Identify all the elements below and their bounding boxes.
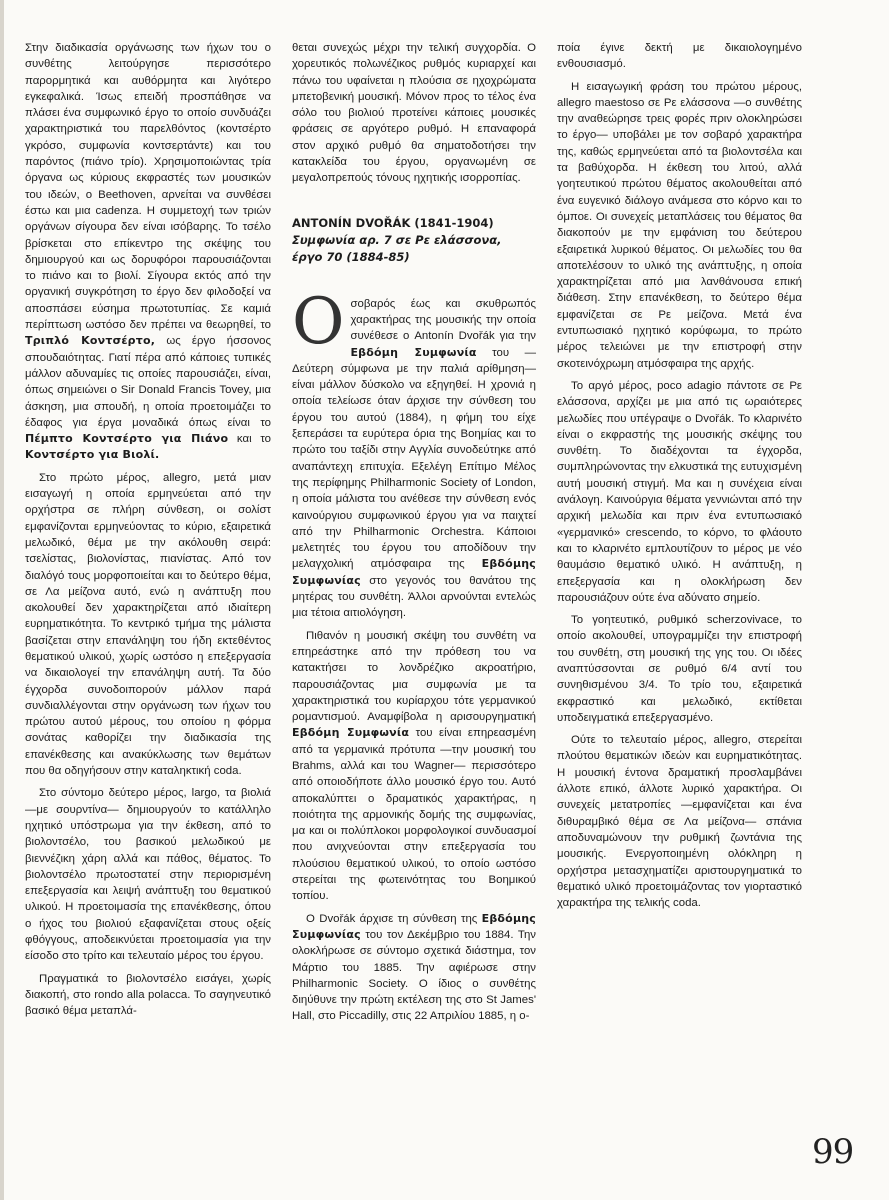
bold-term: Εβδόμης Συμφωνίας — [292, 557, 536, 587]
text-column-1 — [25, 40, 271, 1026]
paragraph: Στο πρώτο μέρος, allegro, μετά μιαν εισαγωγή η οποία ερμηνεύεται από την ορχήστρα σε πλήρη σύνθεση, οι σολίστ εμφανίζονται ερμηνεύοντας το κύριο, εξαιρετικά μελωδικό, θέμα με την ακόλουθη σειρά: τσελίστας, βιολονίστας, πιανίστας. Από τον διαλόγό τους μορφοποιείται και το δεύτερο θέμα, σε Λα μείζονα αυτό, ενώ η ανάπτυξη που ακολουθεί δεν χαρακτηρίζεται από ιδιαίτερη ευρηματικότητα. Το κεντρικό τμήμα της μάλιστα βασίζεται στην επανάληψη του ήδη εκτεθέντος θεματικού υλικού, χωρίς ωστόσο η επεξεργασία να δικαιολογεί την επανάληψη αυτή. Τα δύο έγχορδα συνοδοιπορούν μάλλον παρά συνδιαλλέγονται στην οργάνωση των ήχων του πρώτου αυτού μέρους, του οποίου η φόρμα σονάτας καθορίζει την διαδικασία της επανέκθεσης και ανακύκλωσης των θεμάτων που θα οδηγήσουν στην καταληκτική coda. — [25, 471, 271, 778]
drop-cap: Ο — [292, 284, 345, 359]
section-heading — [292, 215, 536, 266]
paragraph: Πιθανόν η μουσική σκέψη του συνθέτη να επηρεάστηκε από την πρόθεση του να κατακτήσει το λονδρέζικο ακροατήριο, παρουσιάζοντας μια συμφωνία με τα χαρακτηριστικά του κυρίαρχου τότε γερμανικού ρομαντισμού. Αναμφίβολα η αρισουργηματική Εβδόμη Συμφωνία του είναι επηρεασμένη από τα γερμανικά πρότυπα —την μουσική του Brahms, αλλά και του Wagner— περισσότερο από οποιοδήποτε άλλο μουσικό έργο του. Αυτό αποκαλύπτει ο δραματικός χαρακτήρας, η ποιότητα της αρμονικής δομής της συμφωνίας, μα και οι πολύπλοκοι μορφολογικοί συνδυασμοί που ανιχνεύονται στην επεξεργασία του πλούσιου θεματικού υλικού, το οποίο ωστόσο στερείται της φωτεινότητας του Βοημικού τοπίου. — [292, 629, 537, 903]
paragraph: Πραγματικά το βιολοντσέλο εισάγει, χωρίς διακοπή, στο rondo alla polacca. Το σαγηνευτικό βασικό θέμα μεταπλά- — [25, 972, 271, 1018]
paragraph: Στην διαδικασία οργάνωσης των ήχων του ο συνθέτης λειτούργησε περισσότερο παρορμητικά και αυθόρμητα και λιγότερο εγκεφαλικά. Ίσως επειδή προσπάθησε να πλάσει ένα συμφωνικό έργο το οποίο συνδυάζει χαρακτηριστικά του παρελθόντος (κοντσέρτο γκρόσο, συμφωνία κοντσερτάντε) και του παρόντος (πιάνο τρίο). Χρησιμοποιώντας τρία όργανα ως κύριους εκφραστές των μουσικών του ιδεών, ο Beethoven, αρνείται να συνθέσει έστω και μια cadenza. Η συμμετοχή των τριών οργάνων σίγουρα δεν είναι ισόβαρης. Το τσέλο βρίσκεται στο επίκεντρο της σκέψης του δημιουργού και ως δορυφόροι παρουσιάζονται το πιάνο και το βιολί. Σίγουρα εκτός από την οργανική συγκρότηση το έργο δεν φιλοδοξεί να αποσπάσει εύσημα πρωτοτυπίας. Σε καμιά περίπτωση ωστόσο δεν πρέπει να θεωρηθεί, το Τριπλό Κοντσέρτο, ως έργο ήσσονος σπουδαιότητας. Γιατί πέρα από κάποιες τυπικές μάλλον αδυναμίες τις οποίες παρουσιάζει, είναι, όπως σημειώνει ο Sir Donald Francis Tovey, μια άσκηση, μια σπουδή, η οποία προετοιμάζει το έδαφος για έργα μοναδικά όπως είναι το Πέμπτο Κοντσέρτο για Πιάνο και το Κοντσέρτο για Βιολί. — [25, 42, 271, 462]
bold-term: Πέμπτο Κοντσέρτο για Πιάνο — [25, 432, 229, 446]
paragraph: Το αργό μέρος, poco adagio πάντοτε σε Ρε ελάσσονα, αρχίζει με μια από τις ωραιότερες μελωδίες που υπέγραψε ο Dvořák. Το κλαρινέτο είναι ο εκφραστής της μουσικής σκέψης του συνθέτη. Το διαδέχονται τα έγχορδα, συμπληρώνοντας την ελκυστικά της ευτυχισμένη αυτή μουσική στιγμή. Μα και η συνέχεια είναι ανάλογη. Καινούργια θέματα γεννιώνται από την αρχική μελωδία και πριν ένα εντυπωσιακό «γερμανικό» crescendo, το κόρνο, το φλάουτο και το κλαρινέτο εμπλουτίζουν το μέρος με νέο θαυμάσιο θεματικό υλικό. Η ανάπτυξη, η επεξεργασία και η ολοκλήρωση δεν παρουσιάζουν ούτε ένα αδύνατο σημείο. — [557, 379, 802, 604]
text-column-3 — [557, 40, 802, 917]
work-catalog: έργο 70 (1884-85) — [292, 249, 410, 264]
page-number: 99 — [812, 1132, 854, 1172]
composer-heading: ANTONÍN DVOŘÁK (1841-1904) — [292, 215, 494, 230]
bold-term: Εβδόμη Συμφωνία — [350, 345, 477, 359]
paragraph: Το γοητευτικό, ρυθμικό scherzovivace, το οποίο ακολουθεί, υπογραμμίζει την επιστροφή του συνθέτη, στη μουσική της γης του. Οι ιδέες αναπτύσσονται σε ρυθμό 6/4 αντί του συνηθισμένου 3/4. Το τρίο του, εξαιρετικά εκφραστικό και μελωδικό, εκτίθεται υποδειγματικά επεξεργασμένο. — [557, 614, 802, 724]
bold-term: Τριπλό Κοντσέρτο, — [25, 334, 156, 348]
bold-term: Εβδόμης Συμφωνίας — [292, 911, 536, 941]
paragraph: Ο Dvořák άρχισε τη σύνθεση της Εβδόμης Συμφωνίας του τον Δεκέμβριο του 1884. Την ολοκλήρωσε σε σύντομο σχετικά διάστημα, τον Μάρτιο του 1885. Την αφιέρωσε στην Philharmonic Society. Ο ίδιος ο συνθέτης διηύθυνε την πρώτη εκτέλεση της στο St James' Hall, στο Piccadilly, στις 22 Απριλίου 1885, η ο- — [292, 911, 536, 1023]
paragraph: Οσοβαρός έως και σκυθρωπός χαρακτήρας της μουσικής την οποία συνέθεσε ο Antonín Dvořák για την Εβδόμη Συμφωνία του —Δεύτερη σύμφωνα με την παλιά αρίθμηση— είναι μάλλον δύσκολο να εξηγηθεί. Η χρονιά η οποία τελείωσε όταν άρχισε την σύνθεση του έργου του αυτού (1884), η φήμη του είχε ξεπεράσει τα ευρύτερα όρια της Βοημίας και το πρώτο του ταξίδι στην Αγγλία συνοδεύτηκε από αναπάντεχη επιτυχία. Εξελέγη Επίτιμο Μέλος της περίφημης Philharmonic Society of London, η οποία μάλιστα του ανέθεσε την σύνθεση ενός καινούργιου συμφωνικού έργου για να παιχτεί από την Philharmonic Orchestra. Κάποιοι μελετητές του έργου του αποδίδουν την μελαγχολική ατμόσφαιρα της Εβδόμης Συμφωνίας στο γεγονός του θανάτου της μητέρας του συνθέτη. Άλλοι αρνούνται εντελώς μια τέτοια αιτιολόγηση. — [292, 284, 537, 620]
paragraph: Στο σύντομο δεύτερο μέρος, largo, τα βιολιά —με σουρντίνα— δημιουργούν το κατάλληλο ηχητικό υπόστρωμα για την έκθεση, από το βιολοντσέλο, του βασικού μελωδικού με βιεννέζικη χάρη αλλά και πάθος, θέματος. Το βιολοντσέλο πρωτοστατεί στην περιορισμένη επεξεργασία και λειψή ανάπτυξη του θεματικού υλικού. Η προετοιμασία της επανέκθεσης, όπου ο ήχος του βιολιού εξαφανίζεται στους οξείς φθόγγους, αποδεικνύεται προετοιμασία για την είσοδο στο τρίτο και τελευταίο μέρος του έργου. — [25, 787, 271, 963]
paragraph: ποία έγινε δεκτή με δικαιολογημένο ενθουσιασμό. — [557, 42, 802, 71]
text-column-2 — [292, 40, 536, 1031]
work-title: Συμφωνία αρ. 7 σε Ρε ελάσσονα, — [292, 232, 502, 247]
page-edge-shadow — [0, 0, 4, 1200]
paragraph: Ούτε το τελευταίο μέρος, allegro, στερείται πλούτου θεματικών ιδεών και ευρηματικότητας. Η μουσική έντονα δραματική προσλαμβάνει άλλοτε επικό, άλλοτε λυρικό χαρακτήρα. Οι συνεχείς μετατροπίες —εμφανίζεται και ένα διθυραμβικό θέμα σε Λα μείζονα— σπάνια αποδυναμώνουν την ρυθμική ζωντάνια της μουσικής. Ενεργοποιημένη ολόκληρη η ορχήστρα μετασχηματίζει αριστουργηματικά το θεματικό υλικό προετοιμάζοντας τον γιορταστικό χαρακτήρα της τελικής coda. — [557, 734, 802, 910]
bold-term: Κοντσέρτο για Βιολί. — [25, 448, 160, 462]
bold-term: Εβδόμη Συμφωνία — [292, 726, 410, 740]
paragraph: θεται συνεχώς μέχρι την τελική συγχορδία. Ο χορευτικός πολωνέζικος ρυθμός κυριαρχεί και πάνω του υφαίνεται η πλούσια σε ηχοχρώματα μπετοβενική μουσική. Μόνον προς το τέλος ένα σόλο του βιολιού προτείνει κάποιες μουσικές φράσεις σε αργότερο ρυθμό. Η επαναφορά στον αρχικό ρυθμό θα σηματοδοτήσει την κατακλείδα του έργου, οργανωμένη σε μεγαλοπρεπούς τόνους ηχητικής ισορροπίας. — [292, 42, 536, 185]
paragraph: Η εισαγωγική φράση του πρώτου μέρους, allegro maestoso σε Ρε ελάσσονα —ο συνθέτης την αναθεώρησε τρεις φορές πριν ολοκληρώσει το έργο— υποβάλει με τον σοβαρό χαρακτήρα της, καθώς ερμηνεύεται από τα βιολοντσέλα και τα βαθύχορδα. Η έκθεση του λιτού, αλλά γοητευτικού πρώτου θέματος ακολουθείται από ένα ευγενικό διάλογο ανάμεσα στο κόρνο και το όμποε. Οι συνεχείς μεταπλάσεις του θέματος θα διακοπούν με την εμφάνιση του δεύτερου εξαιρετικά λυρικού θέματος. Οι μελωδίες του θα αποτελέσουν το υλικό της ανάπτυξης, η οποία χαρακτηρίζεται από μια λανθάνουσα επική διάθεση. Στην επανέκθεση, το δεύτερο θέμα εμφανίζεται σε Ρε μείζονα. Μετά ένα εντυπωσιακό ηχητικό κορύφωμα, το πρώτο μέρος τελειώνει με την επιστροφή στην σκοτεινόχρωμη ατμόσφαιρα της αρχής. — [557, 80, 802, 370]
